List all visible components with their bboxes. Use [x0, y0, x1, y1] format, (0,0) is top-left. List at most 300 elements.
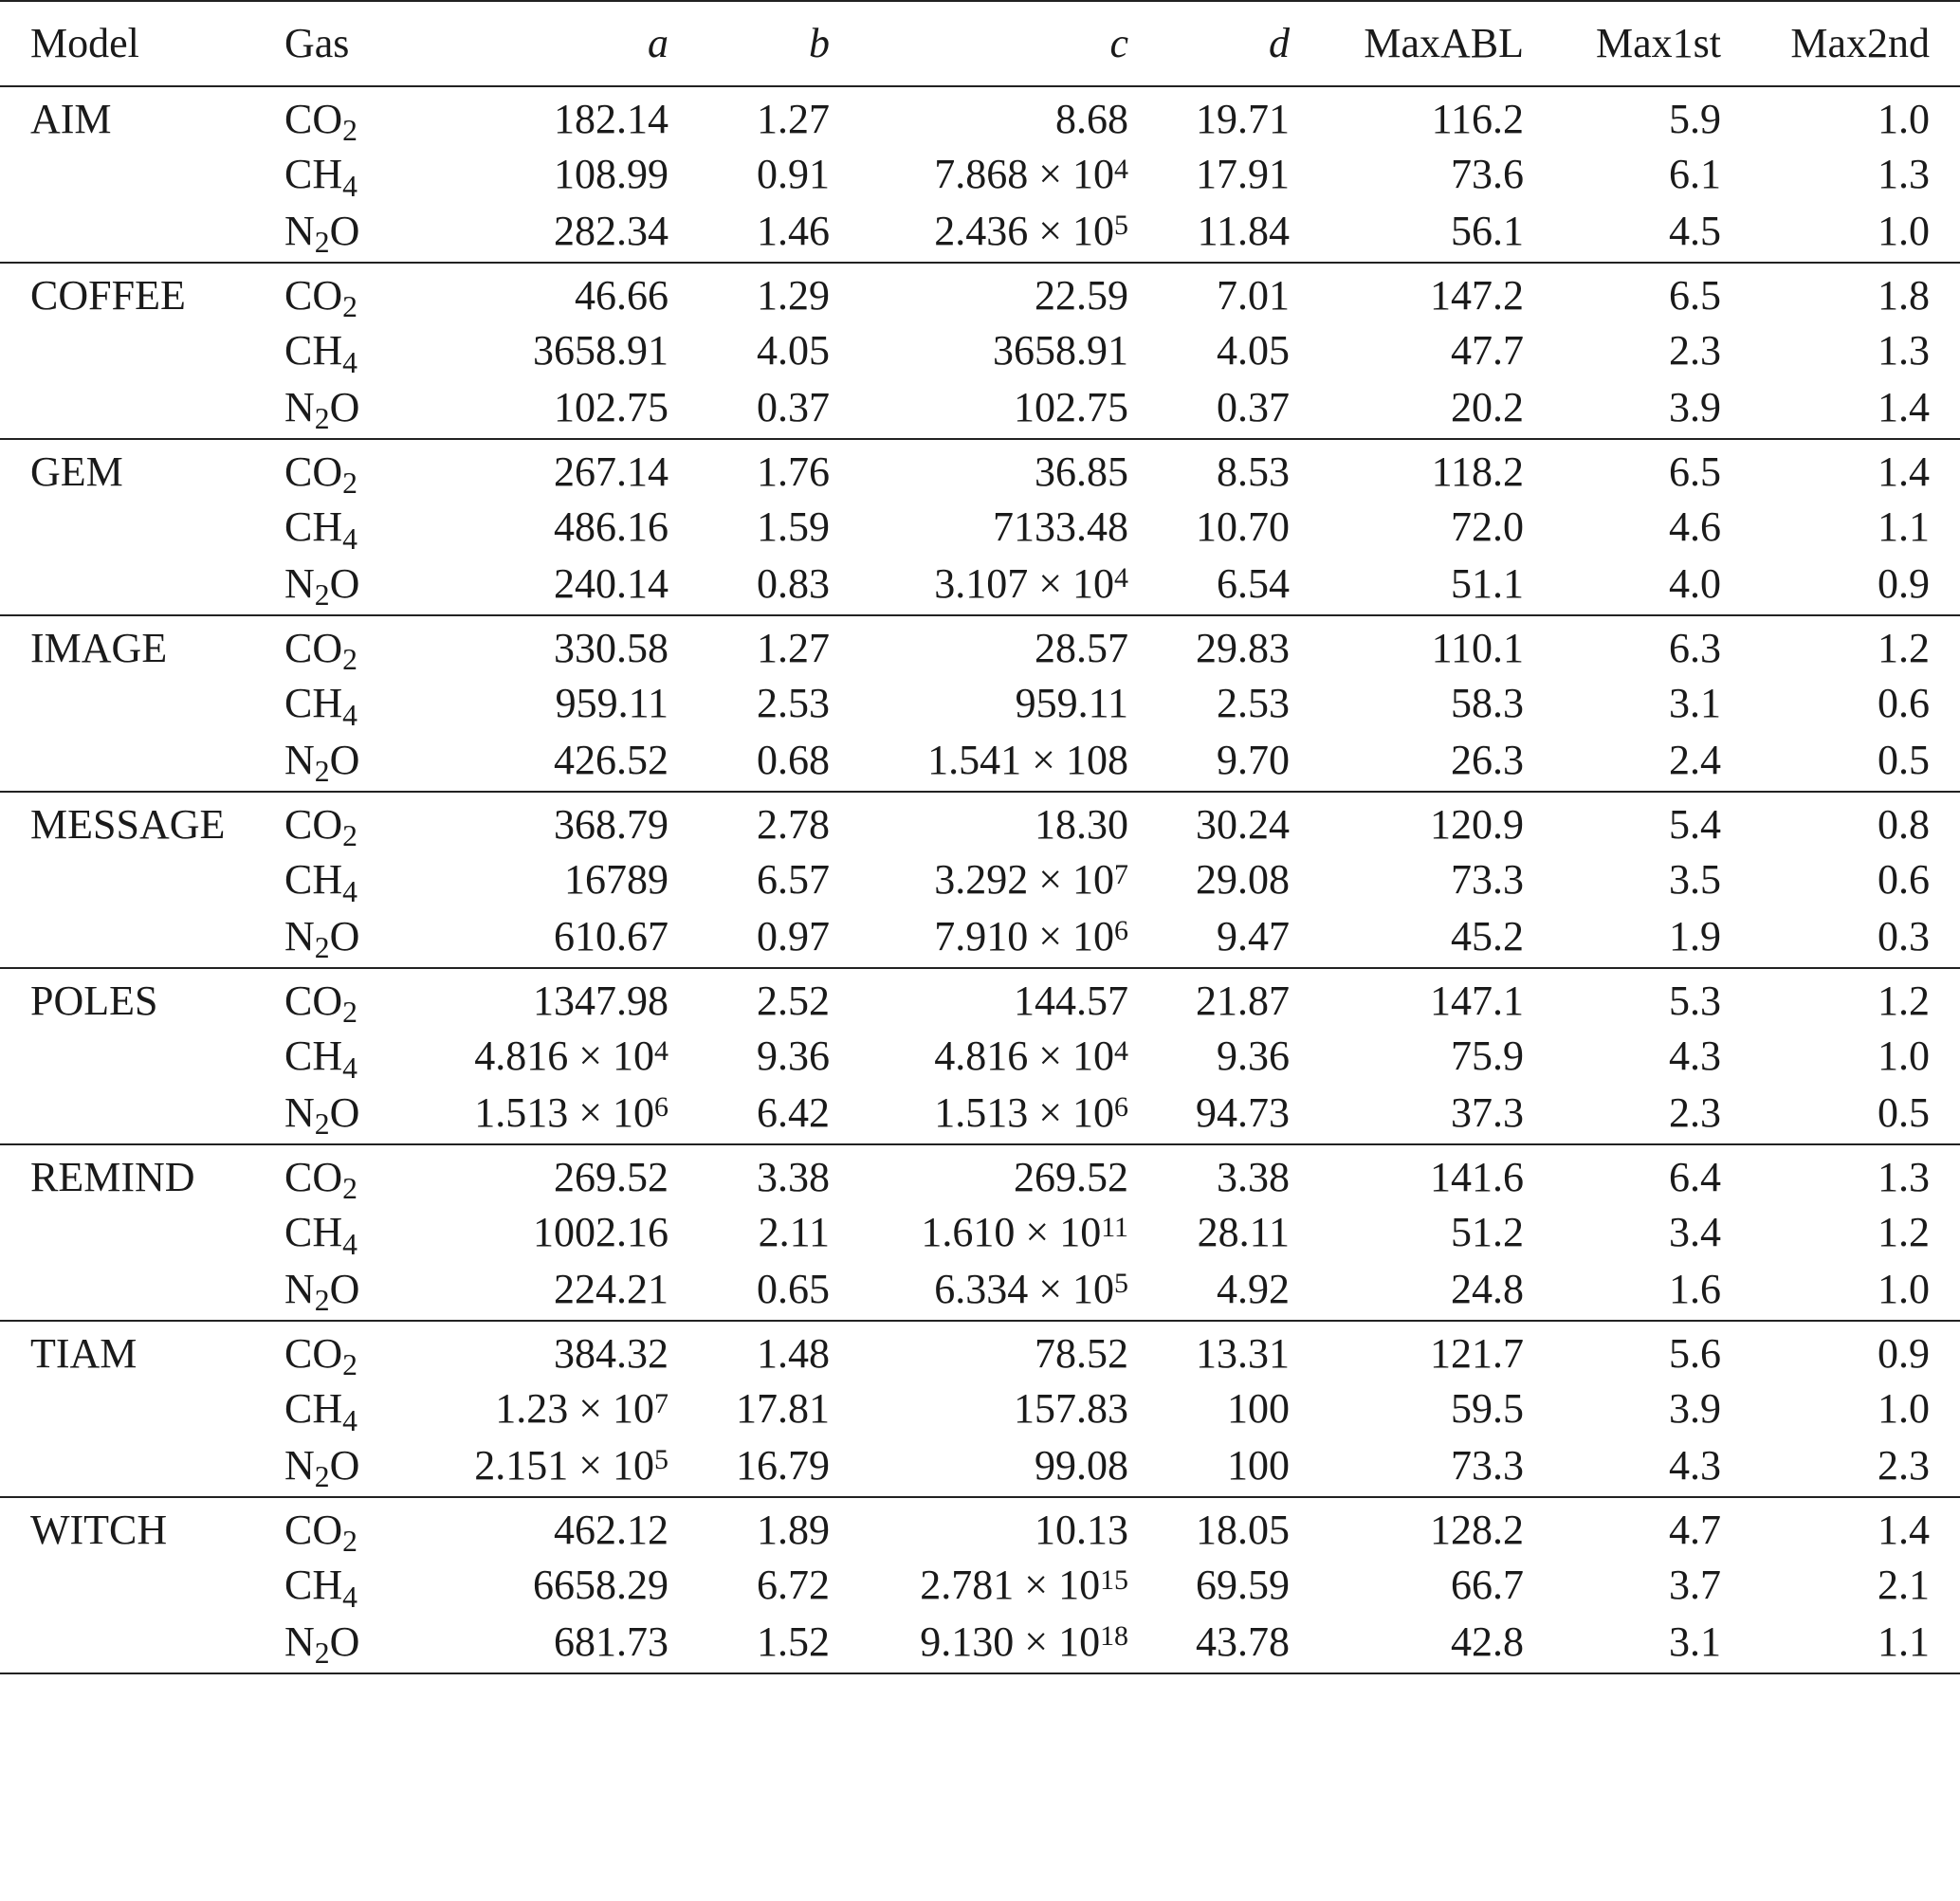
param-b-cell: 16.79 — [736, 1441, 830, 1489]
param-c-cell — [830, 850, 1128, 909]
gas-cell — [284, 1086, 417, 1144]
max1st-cell: 3.1 — [1669, 1618, 1721, 1665]
max1st-cell: 6.5 — [1669, 271, 1721, 319]
param-c-value: 7.910 × 10 — [934, 912, 1115, 960]
param-b-cell: 4.05 — [757, 327, 830, 374]
param-d-cell: 11.84 — [1197, 207, 1290, 254]
gas-formula-subscript: 4 — [342, 1227, 357, 1261]
model-cell — [0, 380, 284, 439]
param-c-value: 1.513 × 10 — [934, 1088, 1115, 1136]
param-a-value: 1.513 × 10 — [474, 1088, 655, 1136]
param-c-cell — [830, 439, 1128, 498]
param-d-cell: 17.91 — [1196, 151, 1290, 197]
param-c-cell — [830, 321, 1128, 380]
param-c-value: 18.30 — [1035, 800, 1128, 848]
param-a-value: 462.12 — [554, 1506, 669, 1553]
table-row — [0, 1262, 1960, 1321]
param-a-value: 46.66 — [575, 271, 669, 319]
param-b-cell: 6.57 — [757, 856, 830, 903]
param-a-cell — [417, 1497, 669, 1556]
max1st-cell: 6.1 — [1669, 151, 1721, 197]
param-a-cell — [417, 909, 669, 968]
param-a-cell — [417, 674, 669, 733]
param-b-cell: 0.97 — [757, 912, 830, 960]
table-row — [0, 86, 1960, 145]
table-row — [0, 909, 1960, 968]
table-row — [0, 850, 1960, 909]
table-body — [0, 86, 1960, 1673]
param-a-value: 282.34 — [554, 207, 669, 254]
max1st-cell: 3.4 — [1669, 1209, 1721, 1255]
gas-cell — [284, 145, 417, 204]
max2nd-cell: 1.3 — [1878, 1153, 1930, 1200]
model-cell — [0, 674, 284, 733]
param-c-cell — [830, 968, 1128, 1027]
param-d-cell: 2.53 — [1217, 680, 1290, 726]
param-c-exponent: 5 — [1114, 210, 1128, 242]
model-cell: WITCH — [30, 1506, 168, 1553]
param-c-value: 78.52 — [1035, 1329, 1128, 1377]
max2nd-cell: 1.2 — [1878, 977, 1930, 1024]
table-row — [0, 1438, 1960, 1497]
header-model: Model — [0, 1, 284, 86]
maxabl-cell: 147.2 — [1430, 271, 1524, 319]
param-d-cell: 21.87 — [1196, 977, 1290, 1024]
max2nd-cell: 1.0 — [1878, 1385, 1930, 1432]
table-row — [0, 1027, 1960, 1086]
param-c-value: 22.59 — [1035, 271, 1128, 319]
max2nd-cell: 0.5 — [1878, 736, 1930, 783]
max2nd-cell: 1.2 — [1878, 1209, 1930, 1255]
param-c-value: 28.57 — [1035, 624, 1128, 671]
param-c-value: 102.75 — [1014, 383, 1128, 430]
param-c-exponent: 15 — [1100, 1563, 1128, 1596]
param-d-cell: 4.92 — [1217, 1265, 1290, 1312]
maxabl-cell: 75.9 — [1451, 1033, 1524, 1079]
param-d-cell: 9.47 — [1217, 912, 1290, 960]
param-c-value: 2.436 × 10 — [934, 207, 1115, 254]
gas-cell — [284, 321, 417, 380]
param-d-cell: 100 — [1227, 1385, 1290, 1432]
gas-formula-suffix: O — [329, 559, 360, 607]
model-cell — [0, 1203, 284, 1262]
param-c-cell — [830, 615, 1128, 674]
gas-formula-suffix: O — [329, 1618, 360, 1665]
param-c-value: 9.130 × 10 — [920, 1618, 1101, 1665]
maxabl-cell: 58.3 — [1451, 680, 1524, 726]
gas-cell — [284, 439, 417, 501]
model-cell — [0, 1027, 284, 1086]
param-c-cell — [830, 733, 1128, 792]
gas-formula-main: CH — [284, 1033, 343, 1079]
model-cell — [0, 1380, 284, 1438]
param-c-cell — [830, 1262, 1128, 1321]
param-a-cell — [417, 1203, 669, 1262]
param-b-cell: 2.11 — [758, 1209, 830, 1255]
max1st-cell: 5.3 — [1669, 977, 1721, 1024]
param-d-cell: 8.53 — [1217, 448, 1290, 495]
gas-formula-main: CO — [284, 1506, 343, 1553]
model-cell — [0, 850, 284, 909]
gas-formula-subscript: 2 — [342, 1525, 357, 1559]
table-header — [0, 1, 1960, 86]
param-a-exponent: 7 — [654, 1387, 669, 1419]
model-cell — [0, 1086, 284, 1144]
gas-cell — [284, 1027, 417, 1086]
gas-formula-subscript: 2 — [342, 1348, 357, 1382]
max1st-cell: 2.3 — [1669, 1088, 1721, 1136]
gas-cell — [284, 1144, 417, 1206]
gas-formula-main: CH — [284, 1209, 343, 1255]
param-a-value: 610.67 — [554, 912, 669, 960]
max2nd-cell: 0.6 — [1878, 680, 1930, 726]
table-row — [0, 498, 1960, 557]
maxabl-cell: 128.2 — [1430, 1506, 1524, 1553]
param-a-value: 6658.29 — [533, 1562, 669, 1608]
param-c-value: 2.781 × 10 — [920, 1562, 1101, 1608]
maxabl-cell: 72.0 — [1451, 503, 1524, 550]
param-a-value: 1347.98 — [533, 977, 669, 1024]
max2nd-cell: 1.0 — [1878, 1265, 1930, 1312]
max1st-cell: 4.0 — [1669, 559, 1721, 607]
gas-formula-subscript: 2 — [314, 402, 330, 436]
param-c-cell — [830, 909, 1128, 968]
param-c-cell — [830, 557, 1128, 615]
maxabl-cell: 73.3 — [1451, 1441, 1524, 1489]
table-row — [0, 1556, 1960, 1615]
param-d-cell: 6.54 — [1217, 559, 1290, 607]
gas-formula-main: CH — [284, 327, 343, 374]
param-c-value: 1.610 × 10 — [921, 1209, 1102, 1255]
table-row — [0, 733, 1960, 792]
maxabl-cell: 45.2 — [1451, 912, 1524, 960]
param-b-cell: 1.27 — [757, 95, 830, 142]
param-a-cell — [417, 498, 669, 557]
header-max2nd: Max2nd — [1721, 1, 1960, 86]
param-a-cell — [417, 557, 669, 615]
gas-formula-subscript: 4 — [342, 1403, 357, 1437]
gas-formula-main: CO — [284, 95, 343, 142]
max2nd-cell: 0.9 — [1878, 559, 1930, 607]
param-c-value: 3.107 × 10 — [934, 559, 1115, 607]
param-c-value: 144.57 — [1014, 977, 1128, 1024]
max2nd-cell: 1.3 — [1878, 327, 1930, 374]
param-c-exponent: 7 — [1114, 858, 1128, 890]
param-c-exponent: 18 — [1100, 1620, 1128, 1653]
max2nd-cell: 1.4 — [1878, 448, 1930, 495]
param-a-cell — [417, 439, 669, 498]
param-d-cell: 3.38 — [1217, 1153, 1290, 1200]
gas-formula-main: N — [284, 1265, 315, 1312]
maxabl-cell: 20.2 — [1451, 383, 1524, 430]
gas-formula-subscript: 2 — [314, 1107, 330, 1142]
model-cell — [0, 1556, 284, 1615]
gas-formula-main: CH — [284, 1385, 343, 1432]
param-a-value: 224.21 — [554, 1265, 669, 1312]
param-b-cell: 1.27 — [757, 624, 830, 671]
param-c-exponent: 4 — [1114, 1034, 1128, 1067]
param-c-cell — [830, 674, 1128, 733]
max2nd-cell: 1.4 — [1878, 383, 1930, 430]
param-b-cell: 1.48 — [757, 1329, 830, 1377]
param-c-value: 1.541 × 108 — [927, 736, 1128, 783]
table-row — [0, 615, 1960, 674]
gas-cell — [284, 557, 417, 615]
param-c-cell — [830, 1497, 1128, 1556]
gas-formula-main: CO — [284, 448, 343, 495]
gas-formula-subscript: 2 — [342, 643, 357, 677]
param-a-value: 384.32 — [554, 1329, 669, 1377]
table-row — [0, 1144, 1960, 1203]
table-row — [0, 263, 1960, 321]
param-b-cell: 9.36 — [757, 1033, 830, 1079]
param-a-cell — [417, 968, 669, 1027]
max2nd-cell: 1.0 — [1878, 207, 1930, 254]
gas-formula-main: N — [284, 912, 315, 960]
param-c-cell — [830, 204, 1128, 263]
gas-formula-main: CO — [284, 1153, 343, 1200]
param-b-cell: 1.46 — [757, 207, 830, 254]
param-c-value: 959.11 — [1015, 680, 1128, 726]
param-a-cell — [417, 86, 669, 145]
param-a-cell — [417, 263, 669, 321]
gas-formula-subscript: 4 — [342, 521, 357, 556]
param-d-cell: 94.73 — [1196, 1088, 1290, 1136]
model-cell — [0, 204, 284, 263]
param-a-value: 426.52 — [554, 736, 669, 783]
header-c: c — [830, 1, 1128, 86]
param-a-cell — [417, 850, 669, 909]
maxabl-cell: 110.1 — [1431, 624, 1524, 671]
param-b-cell: 0.37 — [757, 383, 830, 430]
model-cell — [0, 1262, 284, 1321]
maxabl-cell: 56.1 — [1451, 207, 1524, 254]
table-row — [0, 439, 1960, 498]
param-c-value: 7.868 × 10 — [934, 151, 1115, 197]
maxabl-cell: 73.6 — [1451, 151, 1524, 197]
maxabl-cell: 47.7 — [1451, 327, 1524, 374]
model-cell — [0, 557, 284, 615]
model-cell: GEM — [30, 448, 123, 495]
gas-cell — [284, 733, 417, 792]
model-cell — [0, 909, 284, 968]
gas-cell — [284, 850, 417, 909]
param-a-cell — [417, 380, 669, 439]
param-d-cell: 4.05 — [1217, 327, 1290, 374]
header-a: a — [417, 1, 669, 86]
max1st-cell: 5.6 — [1669, 1329, 1721, 1377]
table-row — [0, 1203, 1960, 1262]
param-a-exponent: 5 — [654, 1444, 669, 1476]
gas-formula-main: CO — [284, 624, 343, 671]
gas-cell — [284, 1615, 417, 1673]
param-d-cell: 18.05 — [1196, 1506, 1290, 1553]
max1st-cell: 4.6 — [1669, 503, 1721, 550]
maxabl-cell: 26.3 — [1451, 736, 1524, 783]
table-row — [0, 1380, 1960, 1438]
max1st-cell: 5.4 — [1669, 800, 1721, 848]
param-a-cell — [417, 733, 669, 792]
gas-formula-subscript: 2 — [314, 1636, 330, 1671]
param-a-exponent: 6 — [654, 1091, 669, 1124]
param-b-cell: 0.83 — [757, 559, 830, 607]
max1st-cell: 6.3 — [1669, 624, 1721, 671]
param-c-cell — [830, 86, 1128, 145]
gas-formula-main: CH — [284, 1562, 343, 1608]
param-c-value: 3.292 × 10 — [934, 856, 1115, 903]
param-a-cell — [417, 321, 669, 380]
gas-formula-subscript: 4 — [342, 874, 357, 908]
table-row — [0, 792, 1960, 850]
header-max1st: Max1st — [1524, 1, 1721, 86]
header-d: d — [1128, 1, 1290, 86]
param-c-exponent: 11 — [1101, 1211, 1128, 1243]
param-b-cell: 2.53 — [757, 680, 830, 726]
param-d-cell: 29.83 — [1196, 624, 1290, 671]
max2nd-cell: 2.1 — [1878, 1562, 1930, 1608]
max1st-cell: 2.4 — [1669, 736, 1721, 783]
gas-cell — [284, 674, 417, 733]
gas-cell — [284, 792, 417, 853]
gas-formula-main: N — [284, 207, 315, 254]
gas-formula-subscript: 2 — [314, 1460, 330, 1494]
max2nd-cell: 1.2 — [1878, 624, 1930, 671]
header-gas: Gas — [284, 1, 417, 86]
maxabl-cell: 66.7 — [1451, 1562, 1524, 1608]
param-d-cell: 0.37 — [1217, 383, 1290, 430]
table-row — [0, 204, 1960, 263]
gas-cell — [284, 1262, 417, 1321]
param-d-cell: 9.70 — [1217, 736, 1290, 783]
table-row — [0, 1615, 1960, 1673]
table-row — [0, 968, 1960, 1027]
param-a-cell — [417, 615, 669, 674]
gas-formula-main: CO — [284, 1329, 343, 1377]
gas-formula-subscript: 2 — [342, 290, 357, 324]
model-cell: TIAM — [30, 1329, 137, 1377]
param-c-cell — [830, 498, 1128, 557]
param-a-value: 1002.16 — [533, 1209, 669, 1255]
param-b-cell: 1.89 — [757, 1506, 830, 1553]
param-c-value: 7133.48 — [993, 503, 1128, 550]
gas-formula-subscript: 4 — [342, 1580, 357, 1614]
param-b-cell: 0.68 — [757, 736, 830, 783]
maxabl-cell: 116.2 — [1431, 95, 1524, 142]
param-c-cell — [830, 1438, 1128, 1497]
max2nd-cell: 1.0 — [1878, 1033, 1930, 1079]
param-a-value: 108.99 — [554, 151, 669, 197]
param-a-value: 2.151 × 10 — [474, 1441, 655, 1489]
param-a-value: 102.75 — [554, 383, 669, 430]
maxabl-cell: 42.8 — [1451, 1618, 1524, 1665]
param-d-cell: 69.59 — [1196, 1562, 1290, 1608]
model-cell — [0, 321, 284, 380]
param-c-value: 36.85 — [1035, 448, 1128, 495]
gas-formula-subscript: 2 — [314, 578, 330, 612]
param-c-cell — [830, 145, 1128, 204]
gas-formula-main: CH — [284, 151, 343, 197]
model-cell — [0, 498, 284, 557]
model-cell: POLES — [30, 977, 158, 1024]
param-a-value: 269.52 — [554, 1153, 669, 1200]
gas-formula-subscript: 2 — [342, 819, 357, 853]
param-d-cell: 28.11 — [1197, 1209, 1290, 1255]
param-b-cell: 2.78 — [757, 800, 830, 848]
gas-cell — [284, 380, 417, 439]
gas-cell — [284, 1497, 417, 1559]
param-c-cell — [830, 1203, 1128, 1262]
param-c-value: 10.13 — [1035, 1506, 1128, 1553]
param-c-value: 4.816 × 10 — [934, 1033, 1115, 1079]
param-a-cell — [417, 1556, 669, 1615]
param-d-cell: 29.08 — [1196, 856, 1290, 903]
param-c-value: 157.83 — [1014, 1385, 1128, 1432]
gas-cell — [284, 263, 417, 324]
table-row — [0, 1497, 1960, 1556]
max1st-cell: 6.4 — [1669, 1153, 1721, 1200]
gas-formula-subscript: 4 — [342, 1051, 357, 1085]
gas-cell — [284, 909, 417, 968]
param-a-cell — [417, 1086, 669, 1144]
max2nd-cell: 0.6 — [1878, 856, 1930, 903]
param-c-exponent: 6 — [1114, 1091, 1128, 1124]
max1st-cell: 6.5 — [1669, 448, 1721, 495]
param-d-cell: 100 — [1227, 1441, 1290, 1489]
param-c-exponent: 6 — [1114, 915, 1128, 947]
param-a-cell — [417, 1321, 669, 1380]
max2nd-cell: 1.4 — [1878, 1506, 1930, 1553]
gas-cell — [284, 86, 417, 148]
param-a-value: 267.14 — [554, 448, 669, 495]
param-a-value: 368.79 — [554, 800, 669, 848]
gas-formula-main: N — [284, 559, 315, 607]
param-d-cell: 9.36 — [1217, 1033, 1290, 1079]
gas-cell — [284, 498, 417, 557]
gas-formula-subscript: 2 — [342, 466, 357, 501]
param-d-cell: 19.71 — [1196, 95, 1290, 142]
header-row — [0, 1, 1960, 86]
table-row — [0, 557, 1960, 615]
gas-cell — [284, 1438, 417, 1497]
param-a-cell — [417, 1438, 669, 1497]
param-d-cell: 43.78 — [1196, 1618, 1290, 1665]
param-c-value: 8.68 — [1055, 95, 1128, 142]
model-cell — [0, 145, 284, 204]
maxabl-cell: 73.3 — [1451, 856, 1524, 903]
param-c-cell — [830, 263, 1128, 321]
max1st-cell: 1.6 — [1669, 1265, 1721, 1312]
maxabl-cell: 59.5 — [1451, 1385, 1524, 1432]
param-b-cell: 3.38 — [757, 1153, 830, 1200]
max1st-cell: 3.9 — [1669, 383, 1721, 430]
param-c-cell — [830, 1321, 1128, 1380]
param-a-cell — [417, 145, 669, 204]
max2nd-cell: 2.3 — [1878, 1441, 1930, 1489]
max1st-cell: 4.3 — [1669, 1441, 1721, 1489]
gas-formula-subscript: 2 — [342, 114, 357, 148]
gas-formula-main: CO — [284, 800, 343, 848]
max1st-cell: 3.9 — [1669, 1385, 1721, 1432]
max1st-cell: 3.5 — [1669, 856, 1721, 903]
gas-formula-subscript: 4 — [342, 345, 357, 379]
max2nd-cell: 0.8 — [1878, 800, 1930, 848]
maxabl-cell: 147.1 — [1430, 977, 1524, 1024]
max2nd-cell: 0.5 — [1878, 1088, 1930, 1136]
model-cell: MESSAGE — [30, 800, 226, 848]
param-c-exponent: 4 — [1114, 153, 1128, 185]
max1st-cell: 4.3 — [1669, 1033, 1721, 1079]
gas-formula-main: N — [284, 1618, 315, 1665]
